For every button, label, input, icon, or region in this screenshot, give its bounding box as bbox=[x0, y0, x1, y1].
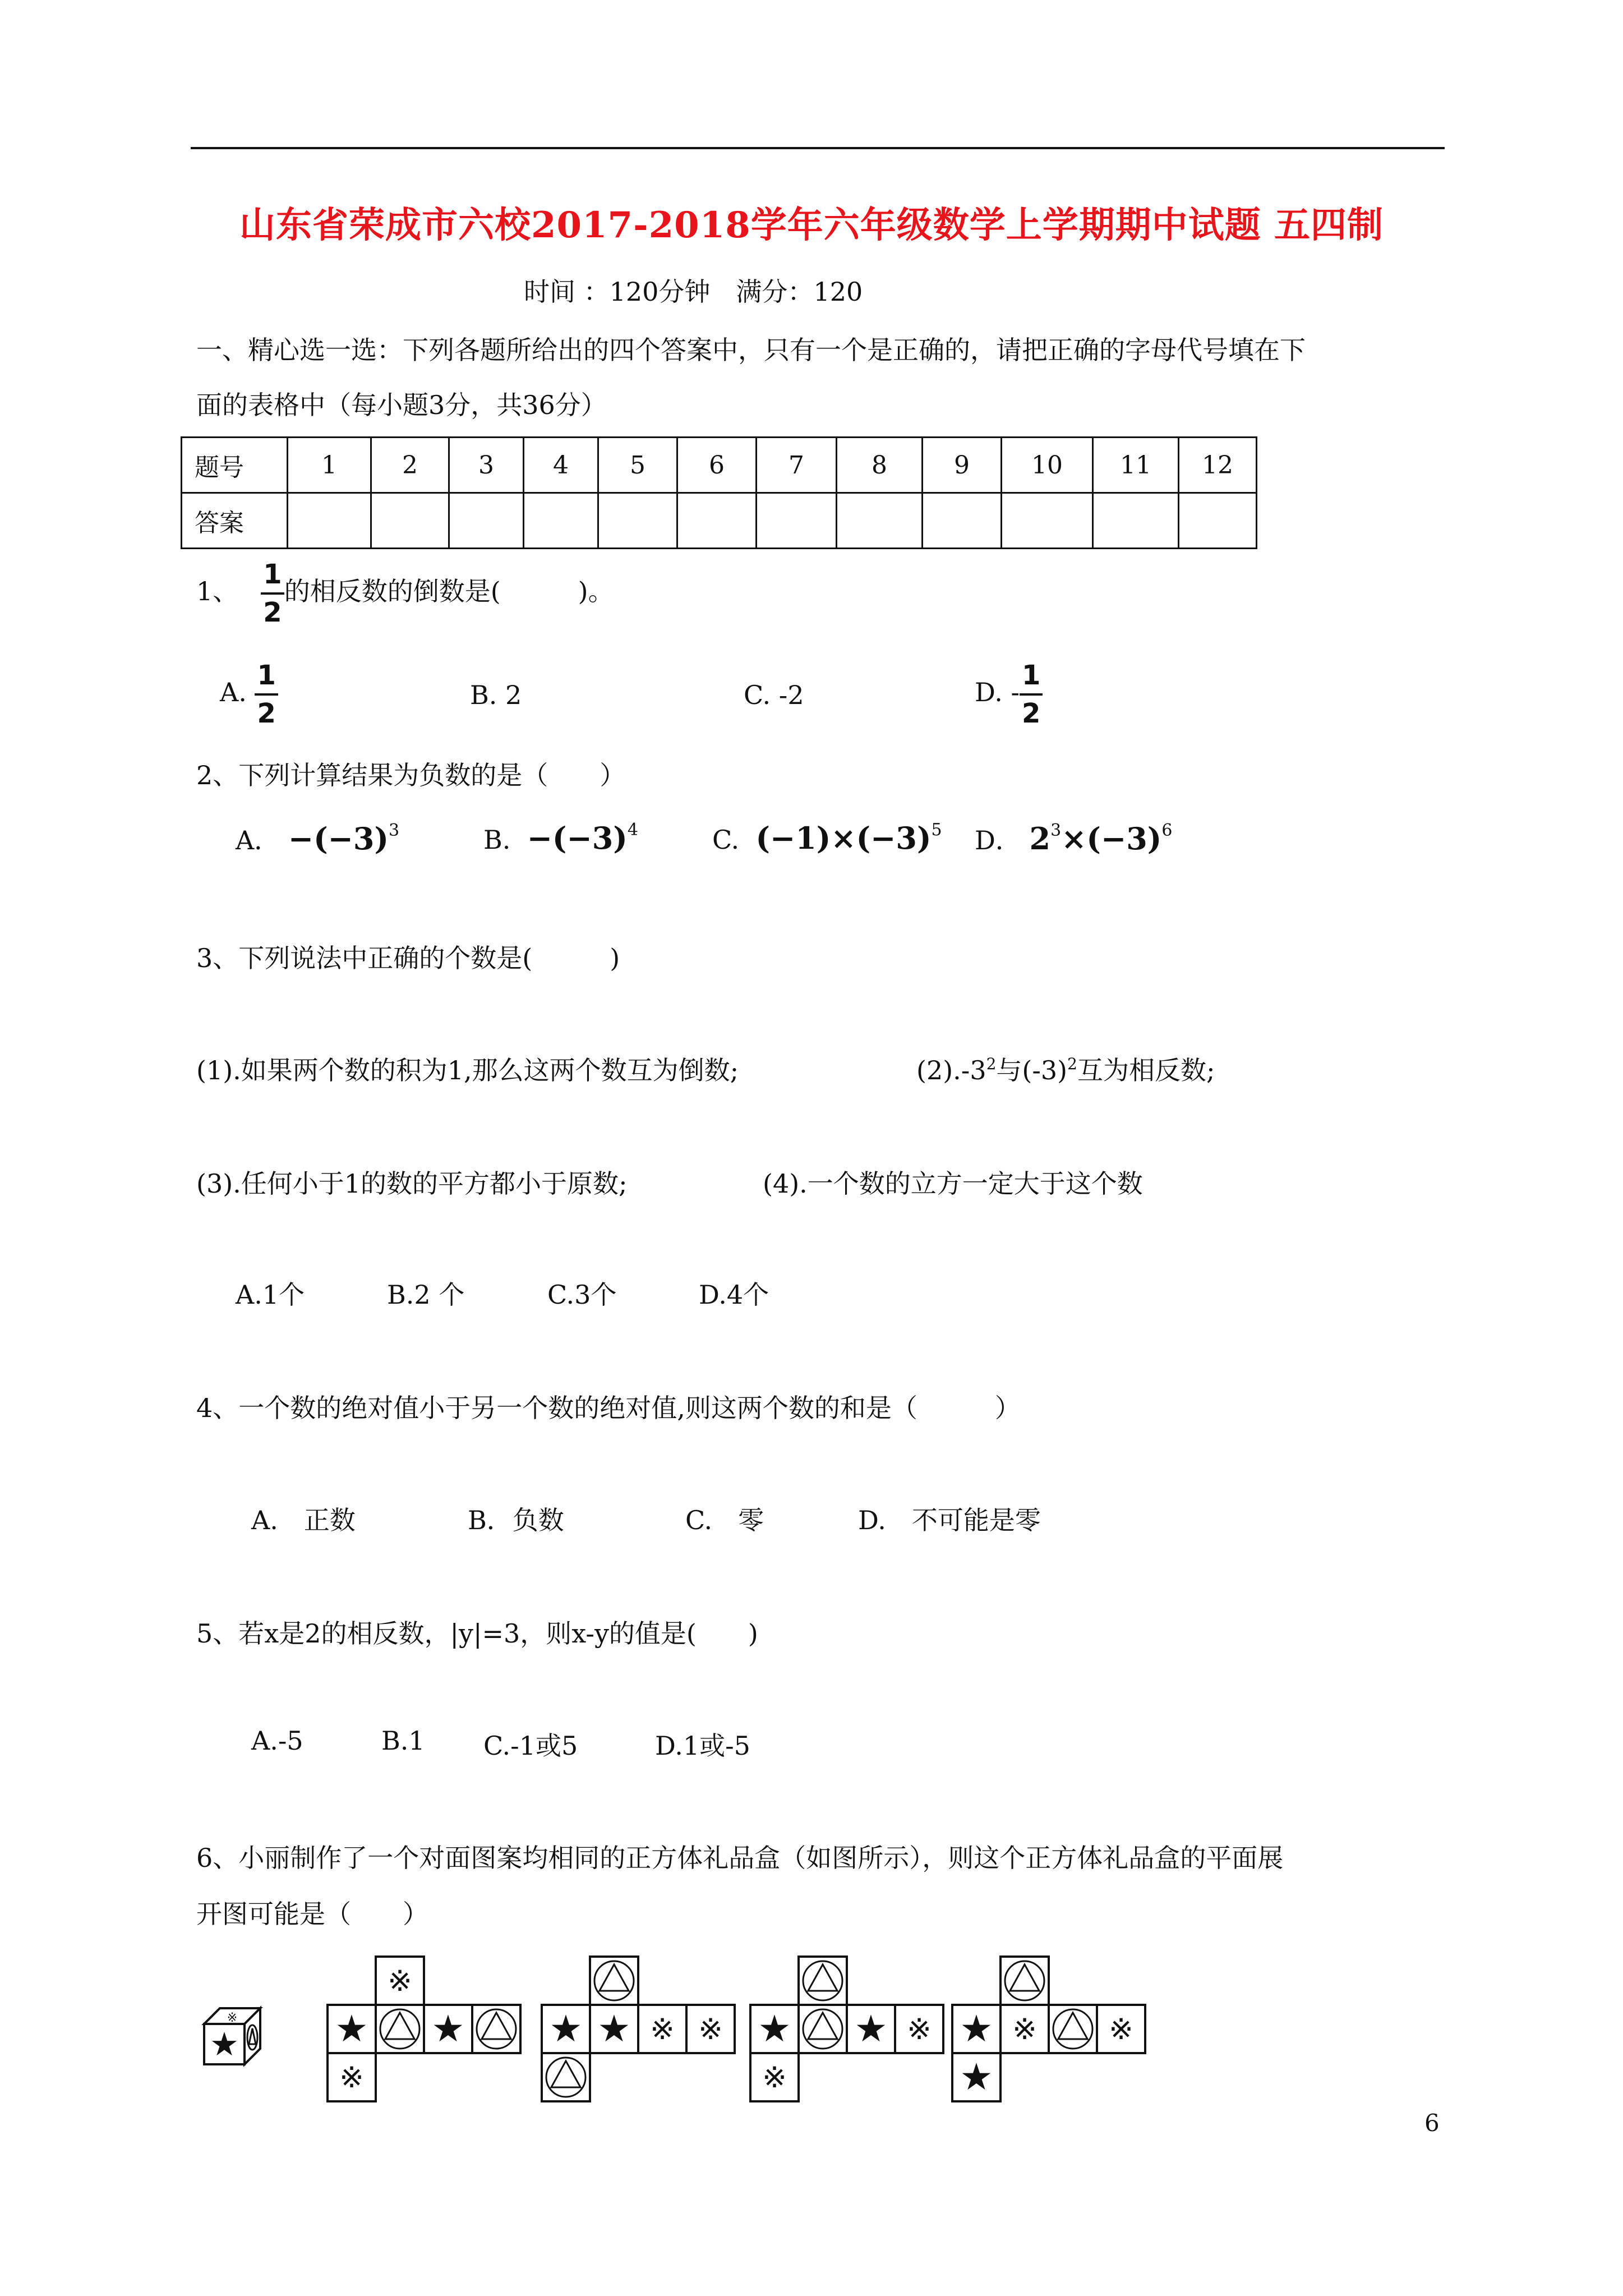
q2-option-d[interactable] bbox=[975, 820, 1172, 857]
star-pattern-icon bbox=[952, 2005, 1000, 2053]
svg-text:※: ※ bbox=[650, 2013, 675, 2046]
q3-option-b[interactable]: B.2 个 bbox=[387, 1280, 465, 1310]
fraction-denominator: 2 bbox=[1022, 698, 1041, 729]
svg-text:※: ※ bbox=[388, 1964, 412, 1998]
math-expression: 2 bbox=[1029, 821, 1051, 857]
star-pattern-icon bbox=[542, 2005, 590, 2053]
exponent: 2 bbox=[986, 1055, 997, 1073]
star-pattern-icon bbox=[328, 2005, 376, 2053]
question-4: 4、一个数的绝对值小于另一个数的绝对值,则这两个数的和是（ ） bbox=[196, 1393, 1021, 1423]
svg-text:※: ※ bbox=[339, 2061, 364, 2095]
q4-option-b[interactable]: B．负数 bbox=[468, 1505, 564, 1535]
q4-option-c[interactable]: C. 零 bbox=[685, 1505, 764, 1535]
table-cell-number: 12 bbox=[1179, 438, 1257, 493]
answer-cell[interactable] bbox=[1093, 493, 1179, 549]
svg-text:★: ★ bbox=[597, 2007, 631, 2050]
circle-triangle-pattern-icon bbox=[799, 1957, 847, 2005]
q2-option-b[interactable] bbox=[483, 820, 638, 856]
reference-mark-pattern-icon bbox=[895, 2005, 943, 2053]
exponent: 3 bbox=[389, 821, 400, 840]
answer-cell[interactable] bbox=[288, 493, 371, 549]
fraction-denominator: 2 bbox=[263, 597, 282, 628]
q2-option-c[interactable] bbox=[712, 820, 942, 856]
reference-mark-pattern-icon bbox=[328, 2053, 376, 2101]
q3-statement-4: (4).一个数的立方一定大于这个数 bbox=[763, 1168, 1143, 1199]
answer-cell[interactable] bbox=[757, 493, 837, 549]
q1-option-d[interactable] bbox=[975, 662, 1043, 727]
option-label: A. bbox=[220, 677, 255, 707]
circle-triangle-pattern-icon bbox=[376, 2005, 424, 2053]
table-header-number: 题号 bbox=[182, 438, 288, 493]
option-label: C. bbox=[712, 825, 740, 855]
answer-table-number-row bbox=[182, 438, 1257, 493]
exponent: 2 bbox=[1067, 1055, 1077, 1073]
q3-statement-2 bbox=[916, 1050, 1215, 1087]
cube-gift-box-figure bbox=[200, 2001, 267, 2069]
question-stem: 的相反数的倒数是( )。 bbox=[284, 576, 614, 606]
exponent: 5 bbox=[931, 820, 942, 840]
answer-cell[interactable] bbox=[449, 493, 524, 549]
table-cell-number: 7 bbox=[757, 438, 837, 493]
header-rule bbox=[191, 147, 1445, 149]
math-expression: −(−3) bbox=[288, 821, 389, 857]
svg-text:★: ★ bbox=[758, 2007, 791, 2050]
svg-text:★: ★ bbox=[960, 2055, 993, 2099]
q4-option-d[interactable]: D. 不可能是零 bbox=[858, 1505, 1041, 1535]
circle-triangle-pattern-icon bbox=[1000, 1957, 1049, 2005]
page-title: 山东省荣成市六校2017-2018学年六年级数学上学期期中试题 五四制 bbox=[239, 204, 1384, 246]
fraction bbox=[255, 662, 278, 727]
math-expression: (−1)×(−3) bbox=[755, 820, 932, 856]
answer-cell[interactable] bbox=[371, 493, 449, 549]
question-6-line2: 开图可能是（ ） bbox=[196, 1899, 428, 1929]
exam-info: 时间 ：120分钟 满分：120 bbox=[524, 277, 863, 307]
question-number: 1、 bbox=[196, 576, 239, 606]
q3-statement-3: (3).任何小于1的数的平方都小于原数; bbox=[196, 1168, 628, 1199]
table-cell-number: 1 bbox=[288, 438, 371, 493]
reference-mark-pattern-icon bbox=[376, 1957, 424, 2005]
statement-text: 互为相反数; bbox=[1077, 1055, 1215, 1085]
circle-triangle-pattern-icon bbox=[799, 2005, 847, 2053]
fraction bbox=[1020, 662, 1043, 727]
svg-text:※: ※ bbox=[1109, 2013, 1133, 2046]
option-label: D. - bbox=[975, 677, 1020, 707]
fraction bbox=[261, 561, 284, 626]
fraction-numerator: 1 bbox=[1022, 660, 1041, 691]
table-cell-number: 2 bbox=[371, 438, 449, 493]
reference-mark-pattern-icon bbox=[1000, 2005, 1049, 2053]
answer-cell[interactable] bbox=[1002, 493, 1093, 549]
math-expression: ×(−3) bbox=[1061, 821, 1162, 857]
q1-option-b[interactable]: B. 2 bbox=[470, 680, 522, 710]
fraction-numerator: 1 bbox=[263, 559, 282, 590]
math-expression: −(−3) bbox=[527, 820, 628, 856]
table-cell-number: 5 bbox=[598, 438, 677, 493]
section1-instructions-line2: 面的表格中（每小题3分，共36分） bbox=[196, 390, 607, 420]
table-cell-number: 4 bbox=[524, 438, 598, 493]
q1-option-a[interactable] bbox=[220, 662, 278, 727]
fraction-denominator: 2 bbox=[257, 698, 276, 729]
option-label: D． bbox=[975, 825, 1021, 855]
option-label: B. bbox=[483, 825, 511, 855]
star-pattern-icon bbox=[750, 2005, 799, 2053]
question-3: 3、下列说法中正确的个数是( ) bbox=[196, 943, 620, 973]
q5-option-b[interactable]: B.1 bbox=[381, 1726, 425, 1756]
svg-text:★: ★ bbox=[960, 2007, 993, 2050]
table-cell-number: 10 bbox=[1002, 438, 1093, 493]
q5-option-a[interactable]: A.-5 bbox=[251, 1726, 303, 1756]
reference-mark-pattern-icon bbox=[1097, 2005, 1145, 2053]
star-pattern-icon bbox=[590, 2005, 638, 2053]
question-5: 5、若x是2的相反数，|y|=3，则x-y的值是( ) bbox=[196, 1618, 758, 1649]
net-option-d[interactable] bbox=[950, 1954, 1197, 2128]
q2-option-a[interactable] bbox=[236, 820, 399, 857]
question-2: 2、下列计算结果为负数的是（ ） bbox=[196, 760, 626, 790]
q1-option-c[interactable]: C. -2 bbox=[744, 680, 804, 710]
svg-text:※: ※ bbox=[907, 2013, 932, 2046]
answer-cell[interactable] bbox=[1179, 493, 1257, 549]
star-pattern-icon bbox=[952, 2053, 1000, 2101]
answer-cell[interactable] bbox=[524, 493, 598, 549]
svg-text:※: ※ bbox=[698, 2013, 723, 2046]
answer-cell[interactable] bbox=[837, 493, 923, 549]
answer-cell[interactable] bbox=[677, 493, 757, 549]
table-cell-number: 6 bbox=[677, 438, 757, 493]
svg-text:★: ★ bbox=[854, 2007, 888, 2050]
exponent: 6 bbox=[1161, 821, 1173, 840]
circle-triangle-pattern-icon bbox=[1049, 2005, 1097, 2053]
table-cell-number: 11 bbox=[1093, 438, 1179, 493]
table-cell-number: 9 bbox=[923, 438, 1002, 493]
q3-statement-1: (1).如果两个数的积为1,那么这两个数互为倒数; bbox=[196, 1055, 739, 1085]
q3-option-d[interactable]: D.4个 bbox=[699, 1280, 769, 1310]
svg-text:※: ※ bbox=[762, 2061, 787, 2095]
section1-instructions-line1: 一、精心选一选：下列各题所给出的四个答案中，只有一个是正确的，请把正确的字母代号填在下 bbox=[196, 335, 1306, 365]
answer-cell[interactable] bbox=[923, 493, 1002, 549]
q3-option-a[interactable]: A.1个 bbox=[236, 1280, 305, 1310]
q3-option-c[interactable]: C.3个 bbox=[547, 1280, 617, 1310]
circle-triangle-pattern-icon bbox=[542, 2053, 590, 2101]
statement-text: 与(-3) bbox=[996, 1055, 1068, 1085]
question-6-line1: 6、小丽制作了一个对面图案均相同的正方体礼品盒（如图所示），则这个正方体礼品盒的平面展 bbox=[196, 1843, 1284, 1873]
net-option-a[interactable] bbox=[325, 1954, 572, 2128]
q4-option-a[interactable]: A. 正数 bbox=[251, 1505, 356, 1535]
answer-cell[interactable] bbox=[598, 493, 677, 549]
table-cell-number: 8 bbox=[837, 438, 923, 493]
svg-text:★: ★ bbox=[431, 2007, 465, 2050]
star-pattern-icon bbox=[424, 2005, 472, 2053]
table-cell-number: 3 bbox=[449, 438, 524, 493]
exponent: 3 bbox=[1050, 821, 1062, 840]
exponent: 4 bbox=[627, 820, 638, 840]
option-label: A． bbox=[236, 825, 280, 855]
circle-triangle-pattern-icon bbox=[590, 1957, 638, 2005]
svg-text:★: ★ bbox=[549, 2007, 583, 2050]
svg-text:※: ※ bbox=[227, 2011, 238, 2025]
page-number: 6 bbox=[1424, 2109, 1440, 2137]
fraction-numerator: 1 bbox=[257, 660, 276, 691]
star-pattern-icon bbox=[847, 2005, 895, 2053]
table-header-answer: 答案 bbox=[182, 493, 288, 549]
q5-option-d[interactable]: D.1或-5 bbox=[655, 1731, 750, 1761]
svg-text:※: ※ bbox=[1012, 2013, 1037, 2046]
statement-text: (2).-3 bbox=[916, 1055, 986, 1085]
svg-text:★: ★ bbox=[210, 2025, 239, 2063]
svg-text:★: ★ bbox=[335, 2007, 368, 2050]
reference-mark-pattern-icon bbox=[686, 2005, 735, 2053]
q5-option-c[interactable]: C.-1或5 bbox=[483, 1731, 578, 1761]
answer-table-answer-row bbox=[182, 493, 1257, 549]
answer-table bbox=[181, 436, 1257, 549]
question-1 bbox=[196, 561, 614, 626]
reference-mark-pattern-icon bbox=[638, 2005, 686, 2053]
reference-mark-pattern-icon bbox=[750, 2053, 799, 2101]
circle-triangle-pattern-icon bbox=[472, 2005, 520, 2053]
